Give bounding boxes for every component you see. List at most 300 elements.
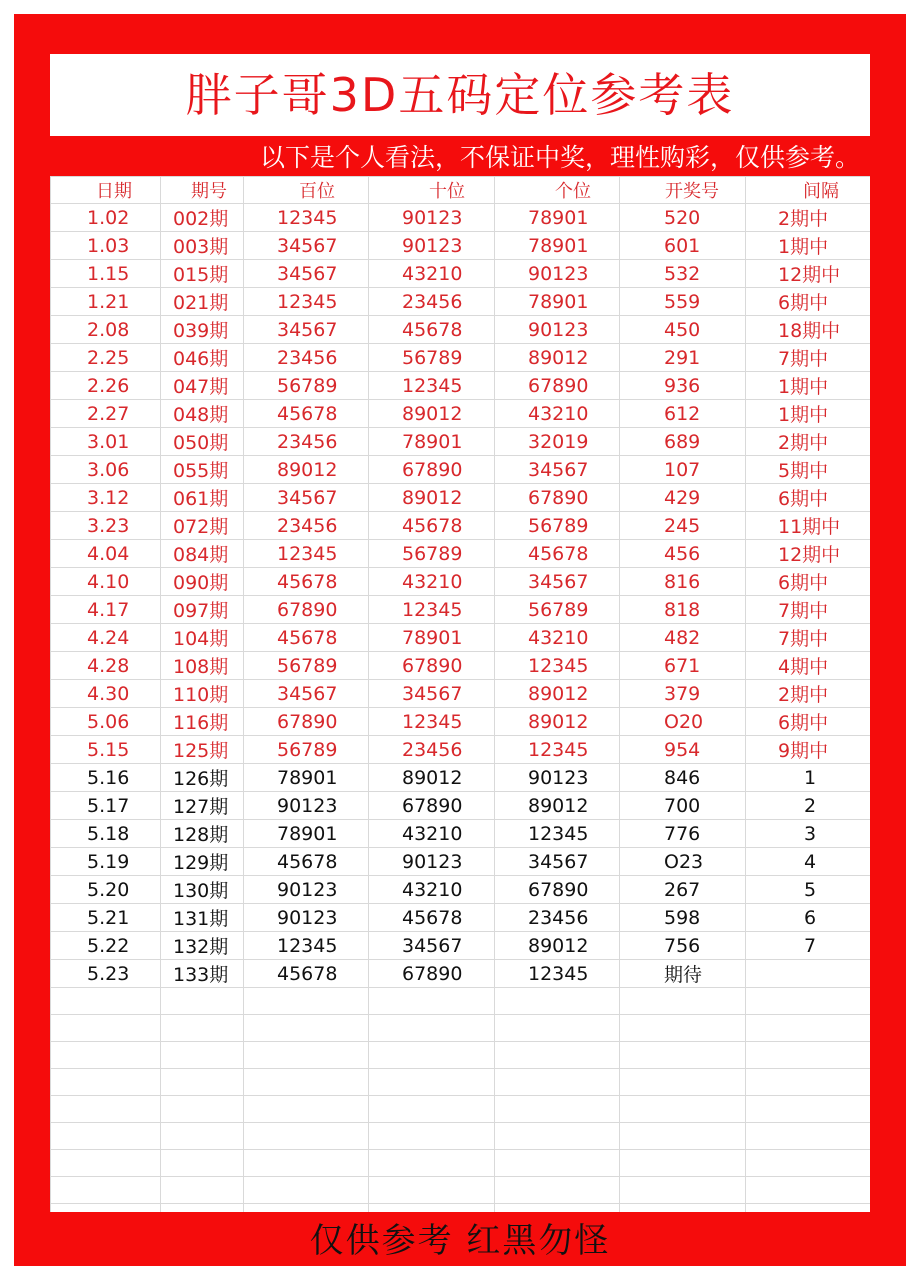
empty-cell: [51, 1177, 161, 1204]
cell-units: 89012: [495, 708, 620, 736]
empty-cell: [495, 1015, 620, 1042]
cell-units: 89012: [495, 344, 620, 372]
cell-draw-number: 601: [620, 232, 746, 260]
cell-issue: 003期: [161, 232, 244, 260]
cell-tens: 90123: [369, 232, 495, 260]
empty-cell: [620, 1123, 746, 1150]
cell-tens: 12345: [369, 708, 495, 736]
cell-draw-number: 671: [620, 652, 746, 680]
cell-date: 5.18: [51, 820, 161, 848]
empty-cell: [51, 1069, 161, 1096]
empty-cell: [244, 988, 369, 1015]
cell-date: 4.10: [51, 568, 161, 596]
empty-cell: [620, 1204, 746, 1213]
cell-units: 89012: [495, 932, 620, 960]
cell-date: 4.04: [51, 540, 161, 568]
cell-units: 34567: [495, 568, 620, 596]
cell-units: 34567: [495, 848, 620, 876]
cell-interval: 5: [746, 876, 871, 904]
page-title: 胖子哥3D五码定位参考表: [185, 68, 735, 122]
empty-cell: [369, 1015, 495, 1042]
empty-cell: [620, 1069, 746, 1096]
cell-interval: 6: [746, 904, 871, 932]
cell-interval: 4: [746, 848, 871, 876]
title-banner: [50, 54, 870, 136]
cell-hundreds: 45678: [244, 624, 369, 652]
cell-tens: 12345: [369, 372, 495, 400]
cell-units: 78901: [495, 232, 620, 260]
header-tens: 十位: [369, 177, 495, 204]
table-row: [51, 260, 871, 288]
empty-cell: [620, 1150, 746, 1177]
empty-cell: [161, 1204, 244, 1213]
table-row: [51, 344, 871, 372]
cell-draw-number: 245: [620, 512, 746, 540]
cell-tens: 43210: [369, 820, 495, 848]
cell-draw-number: 756: [620, 932, 746, 960]
empty-cell: [746, 1069, 871, 1096]
table-row: [51, 764, 871, 792]
empty-row: [51, 1069, 871, 1096]
cell-interval: 6期中: [746, 708, 871, 736]
cell-hundreds: 67890: [244, 708, 369, 736]
cell-draw-number: 700: [620, 792, 746, 820]
cell-date: 2.25: [51, 344, 161, 372]
table-row: [51, 708, 871, 736]
empty-cell: [495, 1177, 620, 1204]
cell-hundreds: 90123: [244, 792, 369, 820]
cell-draw-number: 450: [620, 316, 746, 344]
table-row: [51, 484, 871, 512]
empty-cell: [620, 1096, 746, 1123]
empty-cell: [369, 1150, 495, 1177]
header-draw-number: 开奖号: [620, 177, 746, 204]
cell-hundreds: 89012: [244, 456, 369, 484]
cell-draw-number: 689: [620, 428, 746, 456]
cell-hundreds: 34567: [244, 232, 369, 260]
empty-cell: [244, 1015, 369, 1042]
cell-tens: 56789: [369, 344, 495, 372]
table-row: [51, 652, 871, 680]
cell-interval: 2期中: [746, 680, 871, 708]
header-row: [51, 177, 871, 204]
cell-issue: 047期: [161, 372, 244, 400]
cell-issue: 104期: [161, 624, 244, 652]
cell-issue: 050期: [161, 428, 244, 456]
cell-draw-number: 559: [620, 288, 746, 316]
empty-row: [51, 1042, 871, 1069]
cell-interval: 2期中: [746, 428, 871, 456]
cell-tens: 89012: [369, 400, 495, 428]
empty-cell: [51, 1096, 161, 1123]
cell-tens: 56789: [369, 540, 495, 568]
empty-cell: [369, 1177, 495, 1204]
cell-hundreds: 34567: [244, 680, 369, 708]
cell-tens: 67890: [369, 792, 495, 820]
empty-cell: [495, 1042, 620, 1069]
cell-interval: 2: [746, 792, 871, 820]
cell-units: 90123: [495, 316, 620, 344]
cell-tens: 89012: [369, 484, 495, 512]
cell-date: 2.27: [51, 400, 161, 428]
cell-hundreds: 45678: [244, 848, 369, 876]
cell-interval: 7期中: [746, 596, 871, 624]
cell-hundreds: 78901: [244, 820, 369, 848]
cell-issue: 130期: [161, 876, 244, 904]
cell-units: 89012: [495, 680, 620, 708]
empty-cell: [746, 1096, 871, 1123]
cell-issue: 015期: [161, 260, 244, 288]
cell-units: 34567: [495, 456, 620, 484]
cell-date: 4.28: [51, 652, 161, 680]
table-row: [51, 512, 871, 540]
cell-draw-number: 456: [620, 540, 746, 568]
header-issue: 期号: [161, 177, 244, 204]
cell-interval: 3: [746, 820, 871, 848]
cell-draw-number: 532: [620, 260, 746, 288]
empty-cell: [495, 988, 620, 1015]
table-row: [51, 596, 871, 624]
cell-units: 89012: [495, 792, 620, 820]
cell-units: 67890: [495, 484, 620, 512]
empty-cell: [369, 1123, 495, 1150]
cell-issue: 039期: [161, 316, 244, 344]
cell-draw-number: 379: [620, 680, 746, 708]
cell-interval: 5期中: [746, 456, 871, 484]
cell-tens: 34567: [369, 680, 495, 708]
cell-draw-number: 936: [620, 372, 746, 400]
empty-cell: [369, 988, 495, 1015]
cell-draw-number: 107: [620, 456, 746, 484]
empty-cell: [161, 1177, 244, 1204]
header-hundreds: 百位: [244, 177, 369, 204]
cell-issue: 055期: [161, 456, 244, 484]
table-row: [51, 288, 871, 316]
empty-cell: [161, 1096, 244, 1123]
empty-cell: [620, 1015, 746, 1042]
cell-units: 78901: [495, 204, 620, 232]
empty-cell: [620, 1177, 746, 1204]
cell-units: 56789: [495, 512, 620, 540]
table-row: [51, 372, 871, 400]
empty-cell: [161, 1123, 244, 1150]
cell-draw-number: 482: [620, 624, 746, 652]
cell-units: 43210: [495, 624, 620, 652]
cell-date: 3.01: [51, 428, 161, 456]
cell-hundreds: 45678: [244, 568, 369, 596]
cell-date: 5.06: [51, 708, 161, 736]
cell-date: 1.15: [51, 260, 161, 288]
cell-interval: [746, 960, 871, 988]
empty-cell: [495, 1204, 620, 1213]
cell-date: 3.12: [51, 484, 161, 512]
cell-units: 45678: [495, 540, 620, 568]
cell-tens: 43210: [369, 876, 495, 904]
cell-issue: 125期: [161, 736, 244, 764]
empty-cell: [369, 1096, 495, 1123]
cell-units: 78901: [495, 288, 620, 316]
empty-cell: [244, 1177, 369, 1204]
cell-issue: 110期: [161, 680, 244, 708]
disclaimer-text: 以下是个人看法，不保证中奖，理性购彩，仅供参考。: [259, 143, 860, 172]
cell-hundreds: 34567: [244, 316, 369, 344]
cell-hundreds: 12345: [244, 204, 369, 232]
cell-issue: 021期: [161, 288, 244, 316]
cell-date: 5.20: [51, 876, 161, 904]
cell-tens: 45678: [369, 512, 495, 540]
cell-tens: 43210: [369, 260, 495, 288]
table-row: [51, 904, 871, 932]
cell-issue: 046期: [161, 344, 244, 372]
empty-cell: [161, 1015, 244, 1042]
cell-date: 1.21: [51, 288, 161, 316]
cell-tens: 67890: [369, 456, 495, 484]
cell-date: 3.23: [51, 512, 161, 540]
cell-issue: 129期: [161, 848, 244, 876]
empty-cell: [746, 1042, 871, 1069]
cell-hundreds: 67890: [244, 596, 369, 624]
table-row: [51, 792, 871, 820]
cell-date: 5.17: [51, 792, 161, 820]
spreadsheet: [50, 176, 870, 1212]
empty-cell: [620, 988, 746, 1015]
table-row: [51, 680, 871, 708]
empty-cell: [161, 1069, 244, 1096]
cell-interval: 7期中: [746, 344, 871, 372]
empty-cell: [495, 1150, 620, 1177]
cell-issue: 097期: [161, 596, 244, 624]
cell-date: 4.24: [51, 624, 161, 652]
cell-hundreds: 23456: [244, 512, 369, 540]
cell-interval: 7期中: [746, 624, 871, 652]
empty-cell: [244, 1096, 369, 1123]
table-row: [51, 820, 871, 848]
cell-hundreds: 12345: [244, 540, 369, 568]
empty-cell: [746, 1150, 871, 1177]
empty-cell: [161, 988, 244, 1015]
cell-issue: 131期: [161, 904, 244, 932]
cell-tens: 89012: [369, 764, 495, 792]
table-row: [51, 932, 871, 960]
empty-row: [51, 1096, 871, 1123]
table-row: [51, 400, 871, 428]
cell-interval: 1: [746, 764, 871, 792]
cell-hundreds: 34567: [244, 260, 369, 288]
table-row: [51, 876, 871, 904]
header-date: 日期: [51, 177, 161, 204]
cell-hundreds: 56789: [244, 736, 369, 764]
cell-issue: 084期: [161, 540, 244, 568]
cell-units: 23456: [495, 904, 620, 932]
cell-date: 1.02: [51, 204, 161, 232]
cell-date: 2.08: [51, 316, 161, 344]
cell-units: 67890: [495, 876, 620, 904]
table-row: [51, 960, 871, 988]
cell-hundreds: 45678: [244, 960, 369, 988]
empty-cell: [369, 1069, 495, 1096]
empty-row: [51, 1150, 871, 1177]
header-units: 个位: [495, 177, 620, 204]
empty-cell: [51, 1123, 161, 1150]
cell-units: 43210: [495, 400, 620, 428]
table-row: [51, 624, 871, 652]
empty-cell: [51, 1015, 161, 1042]
cell-draw-number: 846: [620, 764, 746, 792]
table-row: [51, 848, 871, 876]
cell-hundreds: 12345: [244, 288, 369, 316]
cell-interval: 9期中: [746, 736, 871, 764]
cell-draw-number: 954: [620, 736, 746, 764]
cell-units: 12345: [495, 960, 620, 988]
cell-draw-number: O20: [620, 708, 746, 736]
cell-interval: 6期中: [746, 288, 871, 316]
cell-units: 67890: [495, 372, 620, 400]
empty-cell: [746, 1015, 871, 1042]
empty-cell: [620, 1042, 746, 1069]
empty-cell: [244, 1123, 369, 1150]
empty-cell: [51, 1042, 161, 1069]
table-row: [51, 316, 871, 344]
prediction-table: [50, 176, 870, 1212]
cell-date: 5.23: [51, 960, 161, 988]
empty-cell: [161, 1150, 244, 1177]
cell-date: 5.22: [51, 932, 161, 960]
empty-row: [51, 1123, 871, 1150]
cell-interval: 2期中: [746, 204, 871, 232]
table-row: [51, 428, 871, 456]
cell-hundreds: 23456: [244, 428, 369, 456]
empty-cell: [244, 1150, 369, 1177]
cell-units: 12345: [495, 652, 620, 680]
cell-tens: 12345: [369, 596, 495, 624]
cell-date: 4.17: [51, 596, 161, 624]
cell-tens: 23456: [369, 288, 495, 316]
empty-cell: [746, 1177, 871, 1204]
cell-interval: 1期中: [746, 400, 871, 428]
cell-units: 32019: [495, 428, 620, 456]
cell-issue: 002期: [161, 204, 244, 232]
empty-row: [51, 1204, 871, 1213]
empty-cell: [746, 1204, 871, 1213]
cell-hundreds: 90123: [244, 904, 369, 932]
cell-interval: 12期中: [746, 260, 871, 288]
table-row: [51, 232, 871, 260]
empty-cell: [495, 1069, 620, 1096]
empty-cell: [495, 1123, 620, 1150]
empty-cell: [161, 1042, 244, 1069]
table-row: [51, 568, 871, 596]
cell-tens: 78901: [369, 428, 495, 456]
cell-draw-number: 期待: [620, 960, 746, 988]
cell-issue: 048期: [161, 400, 244, 428]
cell-date: 4.30: [51, 680, 161, 708]
cell-issue: 061期: [161, 484, 244, 512]
table-body: [51, 204, 871, 1213]
cell-date: 5.15: [51, 736, 161, 764]
empty-row: [51, 1015, 871, 1042]
cell-issue: 090期: [161, 568, 244, 596]
cell-units: 56789: [495, 596, 620, 624]
cell-interval: 4期中: [746, 652, 871, 680]
cell-interval: 12期中: [746, 540, 871, 568]
cell-date: 3.06: [51, 456, 161, 484]
cell-date: 2.26: [51, 372, 161, 400]
cell-tens: 78901: [369, 624, 495, 652]
empty-cell: [369, 1204, 495, 1213]
cell-units: 90123: [495, 764, 620, 792]
empty-cell: [244, 1204, 369, 1213]
cell-issue: 133期: [161, 960, 244, 988]
empty-cell: [746, 1123, 871, 1150]
cell-tens: 67890: [369, 960, 495, 988]
cell-draw-number: 267: [620, 876, 746, 904]
table-row: [51, 456, 871, 484]
cell-draw-number: 429: [620, 484, 746, 512]
cell-draw-number: O23: [620, 848, 746, 876]
cell-draw-number: 818: [620, 596, 746, 624]
cell-draw-number: 776: [620, 820, 746, 848]
empty-cell: [51, 1204, 161, 1213]
empty-row: [51, 988, 871, 1015]
empty-row: [51, 1177, 871, 1204]
cell-tens: 67890: [369, 652, 495, 680]
cell-hundreds: 34567: [244, 484, 369, 512]
cell-issue: 128期: [161, 820, 244, 848]
cell-units: 90123: [495, 260, 620, 288]
cell-issue: 072期: [161, 512, 244, 540]
cell-tens: 43210: [369, 568, 495, 596]
cell-issue: 108期: [161, 652, 244, 680]
cell-hundreds: 45678: [244, 400, 369, 428]
cell-tens: 45678: [369, 316, 495, 344]
cell-interval: 6期中: [746, 484, 871, 512]
table-row: [51, 736, 871, 764]
empty-cell: [746, 988, 871, 1015]
cell-interval: 18期中: [746, 316, 871, 344]
cell-hundreds: 90123: [244, 876, 369, 904]
cell-hundreds: 78901: [244, 764, 369, 792]
empty-cell: [244, 1042, 369, 1069]
cell-draw-number: 612: [620, 400, 746, 428]
cell-issue: 132期: [161, 932, 244, 960]
cell-date: 5.16: [51, 764, 161, 792]
cell-tens: 90123: [369, 848, 495, 876]
cell-draw-number: 520: [620, 204, 746, 232]
empty-cell: [51, 1150, 161, 1177]
cell-interval: 1期中: [746, 232, 871, 260]
cell-hundreds: 56789: [244, 652, 369, 680]
cell-draw-number: 291: [620, 344, 746, 372]
cell-units: 12345: [495, 736, 620, 764]
header-interval: 间隔: [746, 177, 871, 204]
cell-interval: 6期中: [746, 568, 871, 596]
cell-issue: 126期: [161, 764, 244, 792]
table-row: [51, 540, 871, 568]
empty-cell: [244, 1069, 369, 1096]
cell-hundreds: 23456: [244, 344, 369, 372]
empty-cell: [369, 1042, 495, 1069]
cell-interval: 7: [746, 932, 871, 960]
cell-interval: 1期中: [746, 372, 871, 400]
cell-date: 5.19: [51, 848, 161, 876]
cell-issue: 127期: [161, 792, 244, 820]
cell-units: 12345: [495, 820, 620, 848]
cell-date: 5.21: [51, 904, 161, 932]
cell-tens: 23456: [369, 736, 495, 764]
empty-cell: [495, 1096, 620, 1123]
cell-hundreds: 12345: [244, 932, 369, 960]
cell-date: 1.03: [51, 232, 161, 260]
